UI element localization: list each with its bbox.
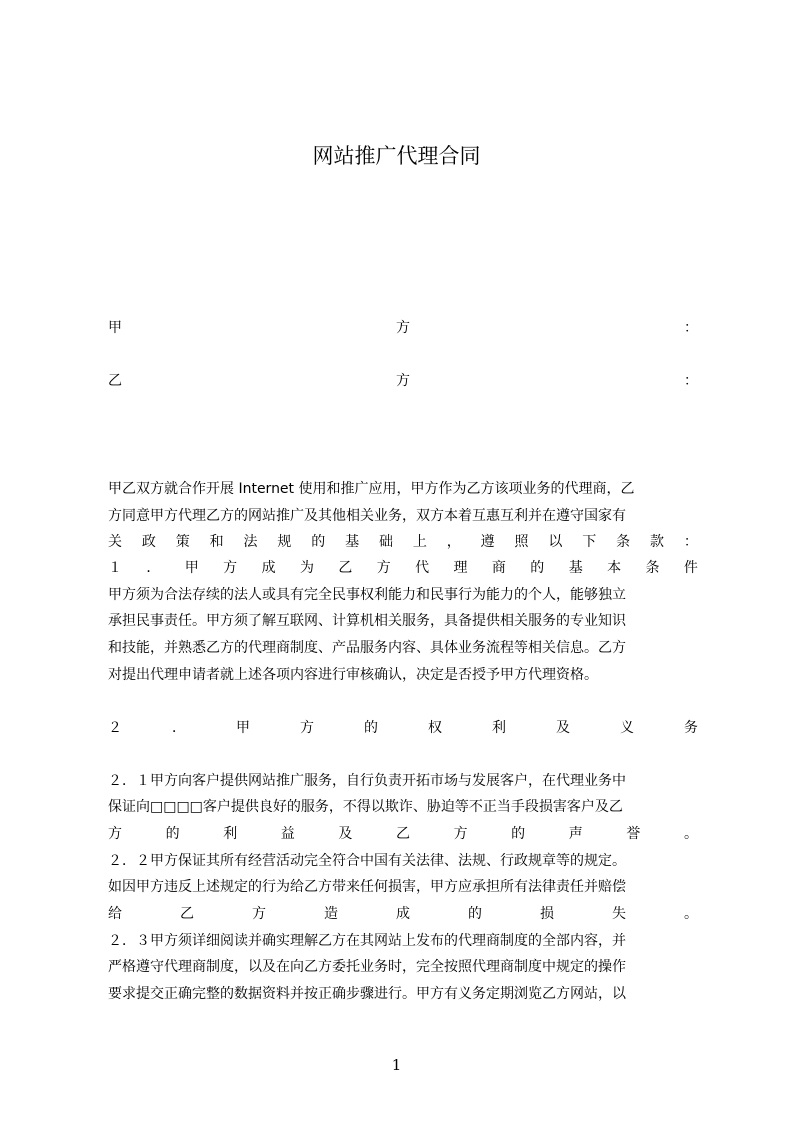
justified-char: 务 [684,720,698,736]
justified-char: 成 [396,906,410,922]
justified-char: 基 [568,560,583,576]
justified-char: 法 [243,534,258,550]
justified-char: 策 [175,534,190,550]
justified-char: 款 [650,534,664,550]
justified-char: 乙 [108,373,122,389]
justified-char: 规 [277,534,292,550]
justified-char: 。 [684,906,698,922]
justified-char: ２ [108,720,122,736]
justified-char: 以 [548,534,563,550]
justified-char: ． [172,720,186,736]
body-line: 承担民事责任。甲方须了解互联网、计算机相关服务，具备提供相关服务的专业知识 [108,613,626,629]
justified-char: １ [108,560,122,576]
justified-char: 遵 [480,534,495,550]
body-line: 要求提交正确完整的数据资料并按正确步骤进行。甲方有义务定期浏览乙方网站，以 [108,986,626,1002]
justified-char: 的 [511,826,526,842]
justified-char: 方 [396,320,410,336]
body-line: 保证向□□□□客户提供良好的服务，不得以欺诈、胁迫等不正当手段损害客户及乙 [108,799,623,815]
justified-char: 上 [412,534,427,550]
body-line: 和技能，并熟悉乙方的代理商制度、产品服务内容、具体业务流程等相关信息。乙方 [108,640,626,656]
justified-char: ： [683,534,698,550]
justified-char: 方 [252,906,266,922]
section1-heading [108,558,698,578]
justified-char: 的 [468,906,482,922]
party-a-line [108,318,698,338]
justified-char: 的 [364,720,378,736]
justified-char: 方 [300,720,314,736]
justified-char: 的 [165,826,180,842]
justified-char: 及 [338,826,353,842]
body-line-justified [108,824,698,844]
justified-char: 甲 [184,560,199,576]
body-line: 如因甲方违反上述规定的行为给乙方带来任何损害，甲方应承担所有法律责任并赔偿 [108,879,626,895]
justified-char: 和 [209,534,224,550]
justified-char: 照 [514,534,529,550]
justified-char: 下 [582,534,597,550]
justified-char: 基 [345,534,360,550]
body-line: 甲乙双方就合作开展 Internet 使用和推广应用，甲方作为乙方该项业务的代理商，乙 [108,481,635,497]
justified-char: 政 [141,534,156,550]
body-line-justified [108,532,698,552]
justified-char: ． [146,560,161,576]
justified-char: ： [684,373,698,389]
justified-char: 础 [379,534,393,550]
justified-char: 义 [620,720,634,736]
justified-char: 商 [491,560,506,576]
section2-heading [108,718,698,738]
party-b-line [108,371,698,391]
justified-char: 条 [616,534,631,550]
justified-char: 损 [540,906,554,922]
justified-char: 及 [556,720,570,736]
justified-char: 关 [108,534,122,550]
justified-char: 利 [223,826,238,842]
justified-char: 本 [607,560,622,576]
body-line: ２．２甲方保证其所有经营活动完全符合中国有关法律、法规、行政规章等的规定。 [108,853,626,869]
justified-char: 方 [108,826,122,842]
justified-char: 给 [108,906,122,922]
justified-char: 理 [453,560,468,576]
page-number: 1 [391,1056,402,1074]
body-line: 严格遵守代理商制度，以及在向乙方委托业务时，完全按照代理商制度中规定的操作 [108,959,626,975]
body-line: 方同意甲方代理乙方的网站推广及其他相关业务，双方本着互惠互利并在遵守国家有 [108,508,626,524]
justified-char: 乙 [180,906,194,922]
justified-char: 件 [683,560,698,576]
body-line-justified [108,904,698,924]
body-line: ２．１甲方向客户提供网站推广服务，自行负责开拓市场与发展客户，在代理业务中 [108,773,626,789]
justified-char: 益 [280,826,295,842]
justified-char: 乙 [395,826,410,842]
justified-char: 的 [311,534,326,550]
page-title: 网站推广代理合同 [312,144,481,168]
justified-char: 乙 [338,560,353,576]
justified-char: 甲 [236,720,250,736]
justified-char: ： [684,320,698,336]
justified-char: 成 [261,560,276,576]
justified-char: 声 [568,826,583,842]
justified-char: 为 [299,560,314,576]
justified-char: 的 [530,560,545,576]
justified-char: 造 [324,906,338,922]
justified-char: 方 [453,826,468,842]
justified-char: 甲 [108,320,122,336]
body-line: ２．３甲方须详细阅读并确实理解乙方在其网站上发布的代理商制度的全部内容，并 [108,933,626,949]
justified-char: 条 [645,560,660,576]
body-line: 甲方须为合法存续的法人或具有完全民事权利能力和民事行为能力的个人，能够独立 [108,587,626,603]
justified-char: 利 [492,720,506,736]
justified-char: 方 [396,373,410,389]
body-line: 对提出代理申请者就上述各项内容进行审核确认，决定是否授予甲方代理资格。 [108,667,598,683]
justified-char: 誉 [626,826,641,842]
justified-char: ， [446,534,461,550]
justified-char: 方 [223,560,238,576]
justified-char: 代 [415,560,430,576]
justified-char: 。 [683,826,698,842]
justified-char: 方 [376,560,391,576]
justified-char: 失 [612,906,626,922]
justified-char: 权 [428,720,442,736]
